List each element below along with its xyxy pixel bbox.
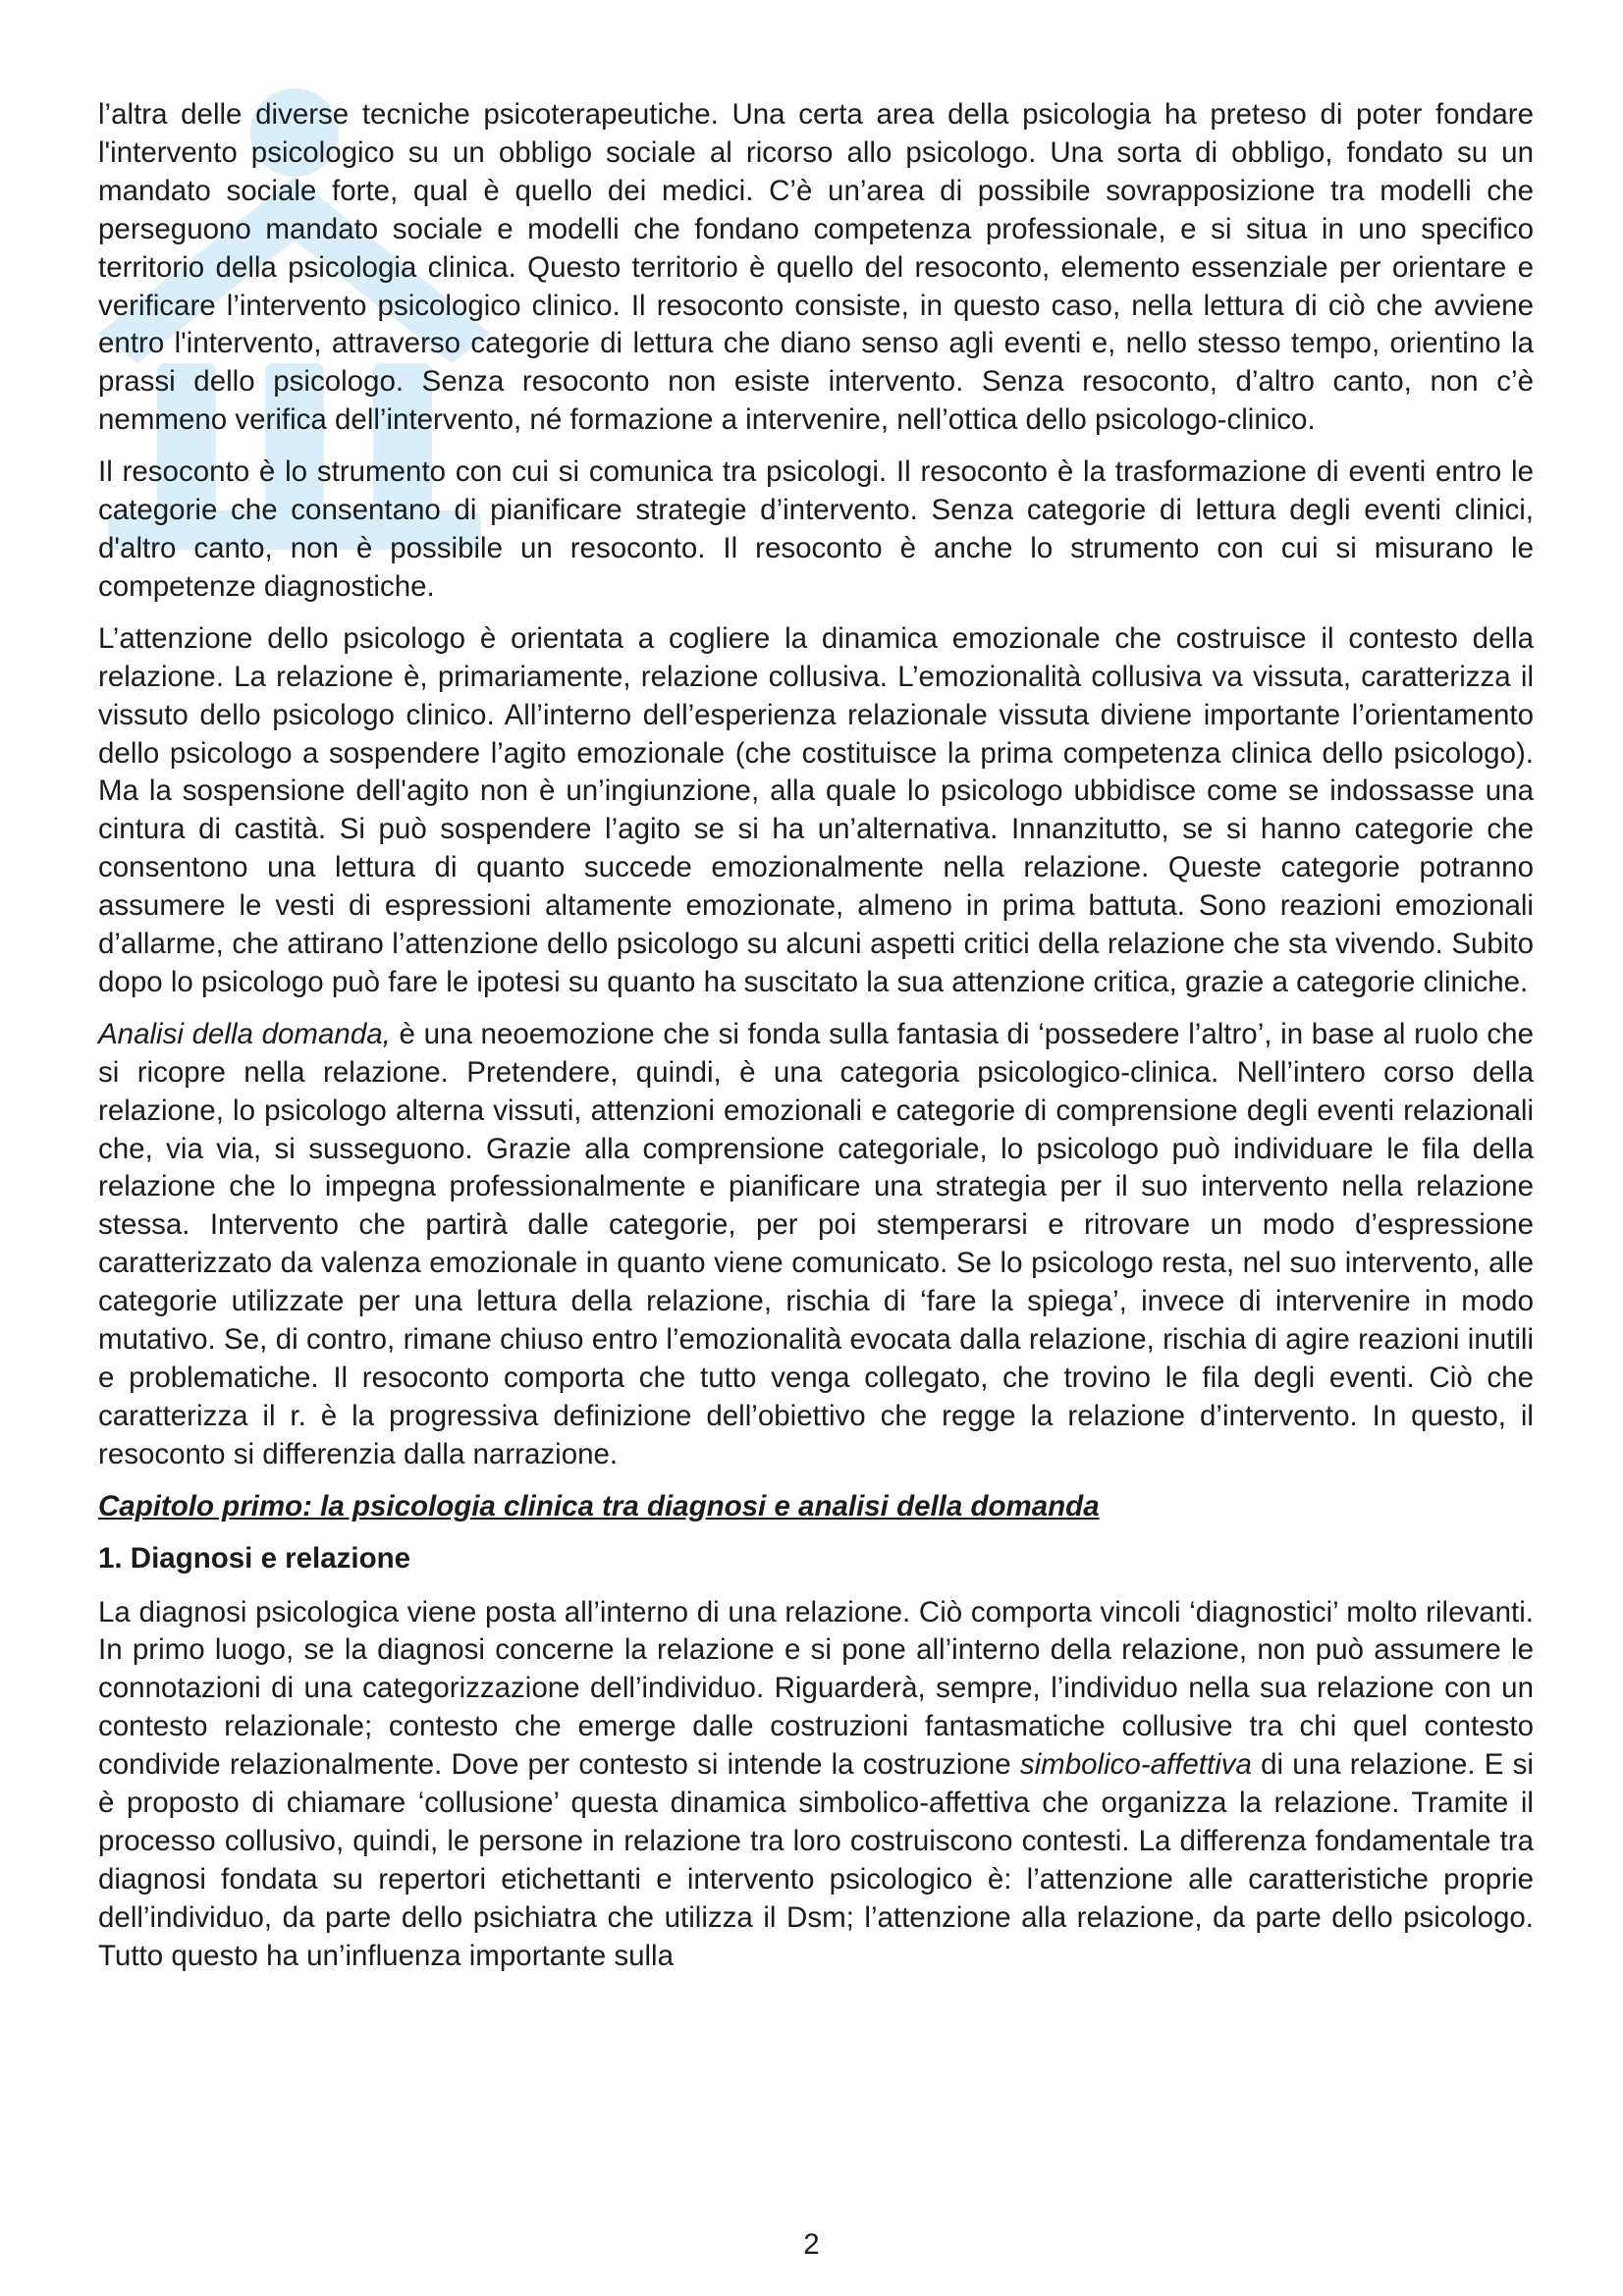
paragraph-5 xyxy=(98,1594,1534,1976)
paragraph-1: l’altra delle diverse tecniche psicoterapeutiche. Una certa area della psicologia ha preteso di poter fondare l'intervento psicologico su un obbligo sociale al ricorso allo psicologo. Una sorta di obbligo, fondato su un mandato sociale forte, qual è quello dei medici. C’è un’area di possibile sovrapposizione tra modelli che perseguono mandato sociale e modelli che fondano competenza professionale, e si situa in uno specifico territorio della psicologia clinica. Questo territorio è quello del resoconto, elemento essenziale per orientare e verificare l’intervento psicologico clinico. Il resoconto consiste, in questo caso, nella lettura di ciò che avviene entro l'intervento, attraverso categorie di lettura che diano senso agli eventi e, nello stesso tempo, orientino la prassi dello psicologo. Senza resoconto non esiste intervento. Senza resoconto, d’altro canto, non c’è nemmeno verifica dell’intervento, né formazione a intervenire, nell’ottica dello psicologo-clinico. xyxy=(98,98,1534,437)
document-page xyxy=(98,96,1534,1990)
section-title: 1. Diagnosi e relazione xyxy=(98,1541,411,1575)
paragraph-4-italic-lead: Analisi della domanda, xyxy=(98,1017,391,1050)
paragraph-2: Il resoconto è lo strumento con cui si comunica tra psicologi. Il resoconto è la trasformazione di eventi entro le categorie che consentano di pianificare strategie d’intervento. Senza categorie di lettura degli eventi clinici, d'altro canto, non è possibile un resoconto. Il resoconto è anche lo strumento con cui si misurano le competenze diagnostiche. xyxy=(98,455,1534,603)
paragraph-5-part-c: La differenza fondamentale tra diagnosi fondata su repertori etichettanti e intervento psicologico è: l’attenzione alle caratteristiche proprie dell’individuo, da parte dello psichiatra che utilizza il Dsm; l’attenzione alla relazione, da parte dello psicologo. Tutto questo ha un’influenza importante sulla xyxy=(98,1824,1534,1972)
paragraph-5-part-a: La diagnosi psicologica viene posta all’interno di una relazione. Ciò comporta vincoli ‘diagnostici’ molto rilevanti. In primo luogo, se la diagnosi concerne la relazione e si pone all’interno della relazione, non può assumere le connotazioni di una categorizzazione dell’individuo. Riguarderà, sempre, l’individuo nella sua relazione con un contesto relazionale; contesto che emerge dalle costruzioni fantasmatiche collusive tra chi quel contesto condivide relazionalmente. Dove per contesto si intende la costruzione xyxy=(98,1595,1534,1782)
page-number: 2 xyxy=(803,2228,820,2261)
paragraph-5-part-b: di una relazione. E si è proposto di chiamare ‘collusione’ questa dinamica simbolico-affettiva che organizza la relazione. Tramite il processo collusivo, quindi, le persone in relazione tra loro costruiscono contesti. xyxy=(98,1748,1534,1857)
paragraph-4-body: è una neoemozione che si fonda sulla fantasia di ‘possedere l’altro’, in base al ruolo che si ricopre nella relazione. Pretendere, quindi, è una categoria psicologico-clinica. Nell’intero corso della relazione, lo psicologo alterna vissuti, attenzioni emozionali e categorie di comprensione degli eventi relazionali che, via via, si susseguono. Grazie alla comprensione categoriale, lo psicologo può individuare le fila della relazione che lo impegna professionalmente e pianificare una strategia per il suo intervento nella relazione stessa. Intervento che partirà dalle categorie, per poi stemperarsi e ritrovare un modo d’espressione caratterizzato da valenza emozionale in quanto viene comunicato. Se lo psicologo resta, nel suo intervento, alle categorie utilizzate per una lettura della relazione, rischia di ‘fare la spiega’, invece di intervenire in modo mutativo. Se, di contro, rimane chiuso entro l’emozionalità evocata dalla relazione, rischia di agire reazioni inutili e problematiche. Il resoconto comporta che tutto venga collegato, che trovino le fila degli eventi. Ciò che caratterizza il r. è la progressiva definizione dell’obiettivo che regge la relazione d’intervento. In questo, il resoconto si differenzia dalla narrazione. xyxy=(98,1017,1534,1470)
paragraph-5-italic: simbolico-affettiva xyxy=(1019,1748,1252,1782)
paragraph-3: L’attenzione dello psicologo è orientata a cogliere la dinamica emozionale che costruisce il contesto della relazione. La relazione è, primariamente, relazione collusiva. L’emozionalità collusiva va vissuta, caratterizza il vissuto dello psicologo clinico. All’interno dell’esperienza relazionale vissuta diviene importante l’orientamento dello psicologo a sospendere l’agito emozionale (che costituisce la prima competenza clinica dello psicologo). Ma la sospensione dell'agito non è un’ingiunzione, alla quale lo psicologo ubbidisce come se indossasse una cintura di castità. Si può sospendere l’agito se si ha un’alternativa. Innanzitutto, se si hanno categorie che consentono una lettura di quanto succede emozionalmente nella relazione. Queste categorie potranno assumere le vesti di espressioni altamente emozionate, almeno in prima battuta. Sono reazioni emozionali d’allarme, che attirano l’attenzione dello psicologo su alcuni aspetti critici della relazione che sta vivendo. Subito dopo lo psicologo può fare le ipotesi su quanto ha suscitato la sua attenzione critica, grazie a categorie cliniche. xyxy=(98,621,1534,998)
chapter-title: Capitolo primo: la psicologia clinica tra diagnosi e analisi della domanda xyxy=(98,1489,1100,1522)
paragraph-4 xyxy=(98,1016,1534,1474)
